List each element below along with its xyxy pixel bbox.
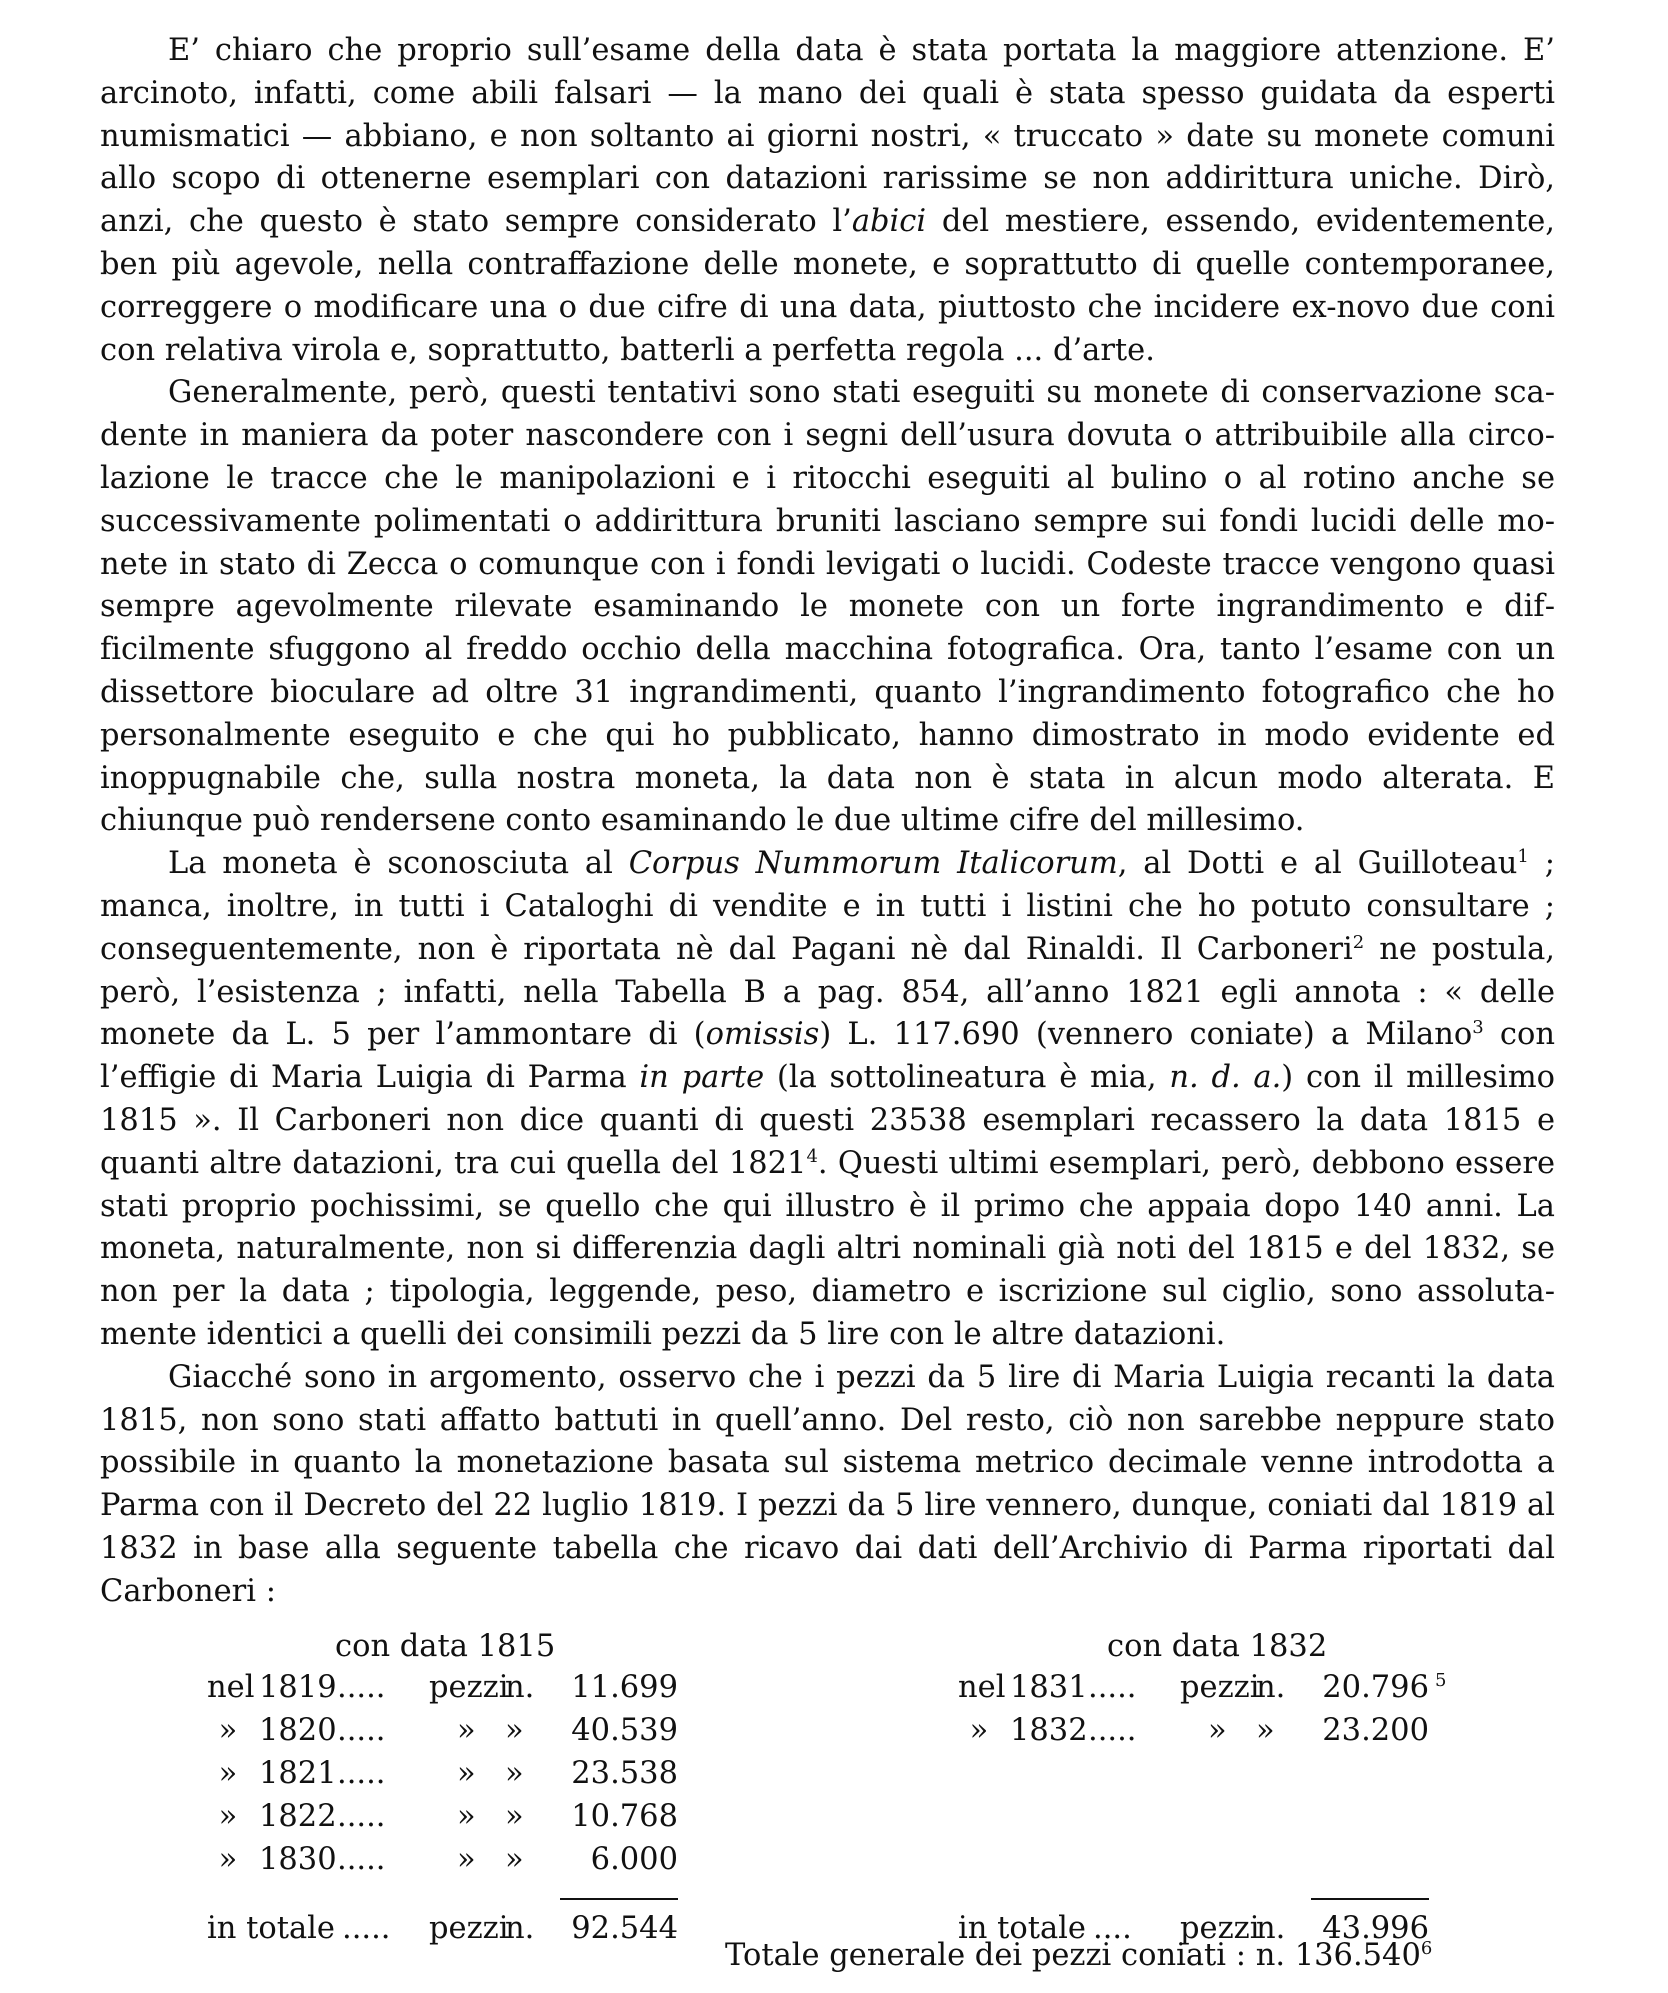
text-run: ; manca, inoltre, in tutti i Cataloghi di vendite e in tutti i listini che ho potuto consultare ; conseguentemente, non è riportata nè dal Pagani nè dal Rinaldi. Il Carboneri: [100, 846, 1555, 967]
cell-num: 10.768: [571, 1799, 678, 1834]
paragraph: [100, 843, 1555, 1357]
cell-b: »: [505, 1713, 524, 1748]
cell-dots: .....: [1088, 1670, 1137, 1705]
cell-dots: .....: [1088, 1713, 1137, 1748]
cell-pre: »: [218, 1842, 238, 1877]
cell-year: 1822: [259, 1799, 337, 1834]
cell-a: »: [457, 1842, 476, 1877]
text-run: con l’effigie di Maria Luigia di Parma: [100, 1017, 1555, 1096]
cell-dots: .....: [337, 1799, 386, 1834]
footnote-ref: 3: [1472, 1017, 1484, 1039]
footnote-ref: 2: [1352, 931, 1365, 953]
text-run: ) con il millesimo 1815 ». Il Carboneri non dice quanti di questi 23538 esemplari recassero la data 1815 e quanti altre datazioni, tra cui quella del 1821: [100, 1060, 1555, 1181]
cell-num: 23.538: [571, 1756, 678, 1791]
text-run: ne postula, però, l’esistenza ; infatti, nella Tabella B a pag. 854, all’anno 1821 egli annota : « delle monete da L. 5 per l’ammontare di (: [100, 931, 1555, 1053]
total-label: in totale: [207, 1911, 335, 1946]
cell-dots: .....: [337, 1842, 386, 1877]
cell-year: 1830: [259, 1842, 337, 1877]
cell-b: n.: [1256, 1670, 1286, 1705]
total-num: 43.996: [1322, 1911, 1429, 1946]
sum-rule: [1311, 1898, 1429, 1900]
text-run: , al Dotti e al Guilloteau: [1117, 846, 1518, 882]
cell-dots: .....: [337, 1670, 386, 1705]
cell-num: 40.539: [571, 1713, 678, 1748]
total-b: n.: [505, 1911, 535, 1946]
total-num: 92.544: [571, 1911, 678, 1946]
italic-text: in parte: [639, 1060, 765, 1096]
cell-pre: nel: [958, 1670, 1006, 1705]
cell-num: 6.000: [590, 1842, 678, 1877]
cell-b: »: [1256, 1713, 1275, 1748]
cell-pre: »: [218, 1799, 238, 1834]
paragraph: [100, 30, 1555, 372]
cell-year: 1821: [259, 1756, 337, 1791]
total-a: pezzi: [429, 1911, 509, 1946]
text-run: Giacché sono in argomento, osservo che i pezzi da 5 lire di Maria Luigia recanti la data 1815, non sono stati affatto battuti in quell’anno. Del resto, ciò non sarebbe neppure stato possibile in quanto la monetazione basata sul sistema metrico decimale venne introdotta a Parma con il Decreto del 22 luglio 1819. I pezzi da 5 lire vennero, dunque, coniati dal 1819 al 1832 in base alla seguente tabella che ricavo dai dati dell’Archivio di Parma riportati dal Carboneri :: [100, 1359, 1555, 1609]
text-run: ) L. 117.690 (vennero coniate) a Milano: [819, 1017, 1473, 1053]
cell-a: »: [1208, 1713, 1227, 1748]
text-run: Generalmente, però, questi tentativi sono stati eseguiti su monete di conservazione scadente in maniera da poter nascondere con i segni dell’usura dovuta o attribuibile alla circolazione le tracce che le manipolazioni e i ritocchi eseguiti al bulino o al rotino anche se successivamente polimentati o addirittura bruniti lasciano sempre sui fondi lucidi delle monete in stato di Zecca o comunque con i fondi levigati o lucidi. Codeste tracce vengono quasi sempre agevolmente rilevate esaminando le monete con un forte ingrandimento e difficilmente sfuggono al freddo occhio della macchina fotografica. Ora, tanto l’esame con un dissettore bioculare ad oltre 31 ingrandimenti, quanto l’ingrandimento fotografico che ho personalmente eseguito e che qui ho pubblicato, hanno dimostrato in modo evidente ed inoppugnabile che, sulla nostra moneta, la data non è stata in alcun modo alterata. E chiunque può rendersene conto esaminando le due ultime cifre del millesimo.: [100, 375, 1555, 839]
cell-year: 1820: [259, 1713, 337, 1748]
cell-a: pezzi: [429, 1670, 509, 1705]
cell-dots: .....: [337, 1756, 386, 1791]
cell-num: 23.200: [1322, 1713, 1429, 1748]
text-run: del mestiere, essendo, evidentemente, ben più agevole, nella contraffazione delle monete, e soprattutto di quelle contemporanee, correggere o modificare una o due cifre di una data, piuttosto che incidere ex-novo due coni con relativa virola e, soprattutto, batterli a perfetta regola ... d’arte.: [100, 204, 1556, 368]
sum-rule: [560, 1898, 678, 1900]
document-body: [100, 30, 1555, 1613]
cell-b: »: [505, 1842, 524, 1877]
cell-a: »: [457, 1756, 476, 1791]
paragraph: [100, 1357, 1555, 1614]
cell-b: »: [505, 1799, 524, 1834]
grand-total-text: Totale generale dei pezzi coniati : n. 136.540: [725, 1938, 1421, 1973]
paragraph: [100, 372, 1555, 843]
grand-total: [725, 1938, 1432, 1973]
total-dots: .....: [342, 1911, 391, 1946]
cell-year: 1832: [1010, 1713, 1088, 1748]
footnote-ref: 1: [1517, 846, 1529, 868]
cell-pre: »: [969, 1713, 989, 1748]
cell-a: »: [457, 1799, 476, 1834]
cell-num: 20.796: [1322, 1670, 1429, 1705]
text-run: (la sottolineatura è mia,: [764, 1060, 1170, 1096]
footnote-ref: 6: [1420, 1938, 1433, 1959]
text-run: La moneta è sconosciuta al: [168, 846, 629, 882]
cell-year: 1819: [259, 1670, 337, 1705]
table-right-title: con data 1832: [1107, 1629, 1328, 1664]
cell-b: »: [505, 1756, 524, 1791]
total-label: in totale: [958, 1911, 1086, 1946]
footnote-ref: 4: [806, 1145, 818, 1167]
total-dots: ....: [1093, 1911, 1132, 1946]
cell-num: 11.699: [571, 1670, 678, 1705]
italic-text: Corpus Nummorum Italicorum: [628, 846, 1118, 882]
cell-dots: .....: [337, 1713, 386, 1748]
cell-pre: nel: [207, 1670, 255, 1705]
cell-year: 1831: [1010, 1670, 1088, 1705]
text-run: . Questi ultimi esemplari, però, debbono essere stati proprio pochissimi, se quello che qui illustro è il primo che appaia dopo 140 anni. La moneta, naturalmente, non si differenzia dagli altri nominali già noti del 1815 e del 1832, se non per la data ; tipologia, leggende, peso, diametro e iscrizione sul ciglio, sono assolutamente identici a quelli dei consimili pezzi da 5 lire con le altre datazioni.: [100, 1145, 1555, 1352]
italic-text: omissis: [705, 1017, 820, 1053]
italic-text: abici: [851, 204, 927, 240]
text-run: E’ chiaro che proprio sull’esame della data è stata portata la maggiore attenzione. E’ arcinoto, infatti, come abili falsari — la mano dei quali è stata spesso guidata da esperti numismatici — abbiano, e non soltanto ai giorni nostri, « truccato » date su monete comuni allo scopo di ottenerne esemplari con datazioni rarissime se non addirittura uniche. Dirò, anzi, che questo è stato sempre considerato l’: [100, 33, 1555, 240]
total-b: n.: [1256, 1911, 1286, 1946]
cell-pre: »: [218, 1756, 238, 1791]
cell-a: pezzi: [1180, 1670, 1260, 1705]
cell-b: n.: [505, 1670, 535, 1705]
cell-a: »: [457, 1713, 476, 1748]
total-a: pezzi: [1180, 1911, 1260, 1946]
table-left-title: con data 1815: [335, 1629, 556, 1664]
cell-pre: »: [218, 1713, 238, 1748]
italic-text: n. d. a.: [1169, 1060, 1282, 1096]
